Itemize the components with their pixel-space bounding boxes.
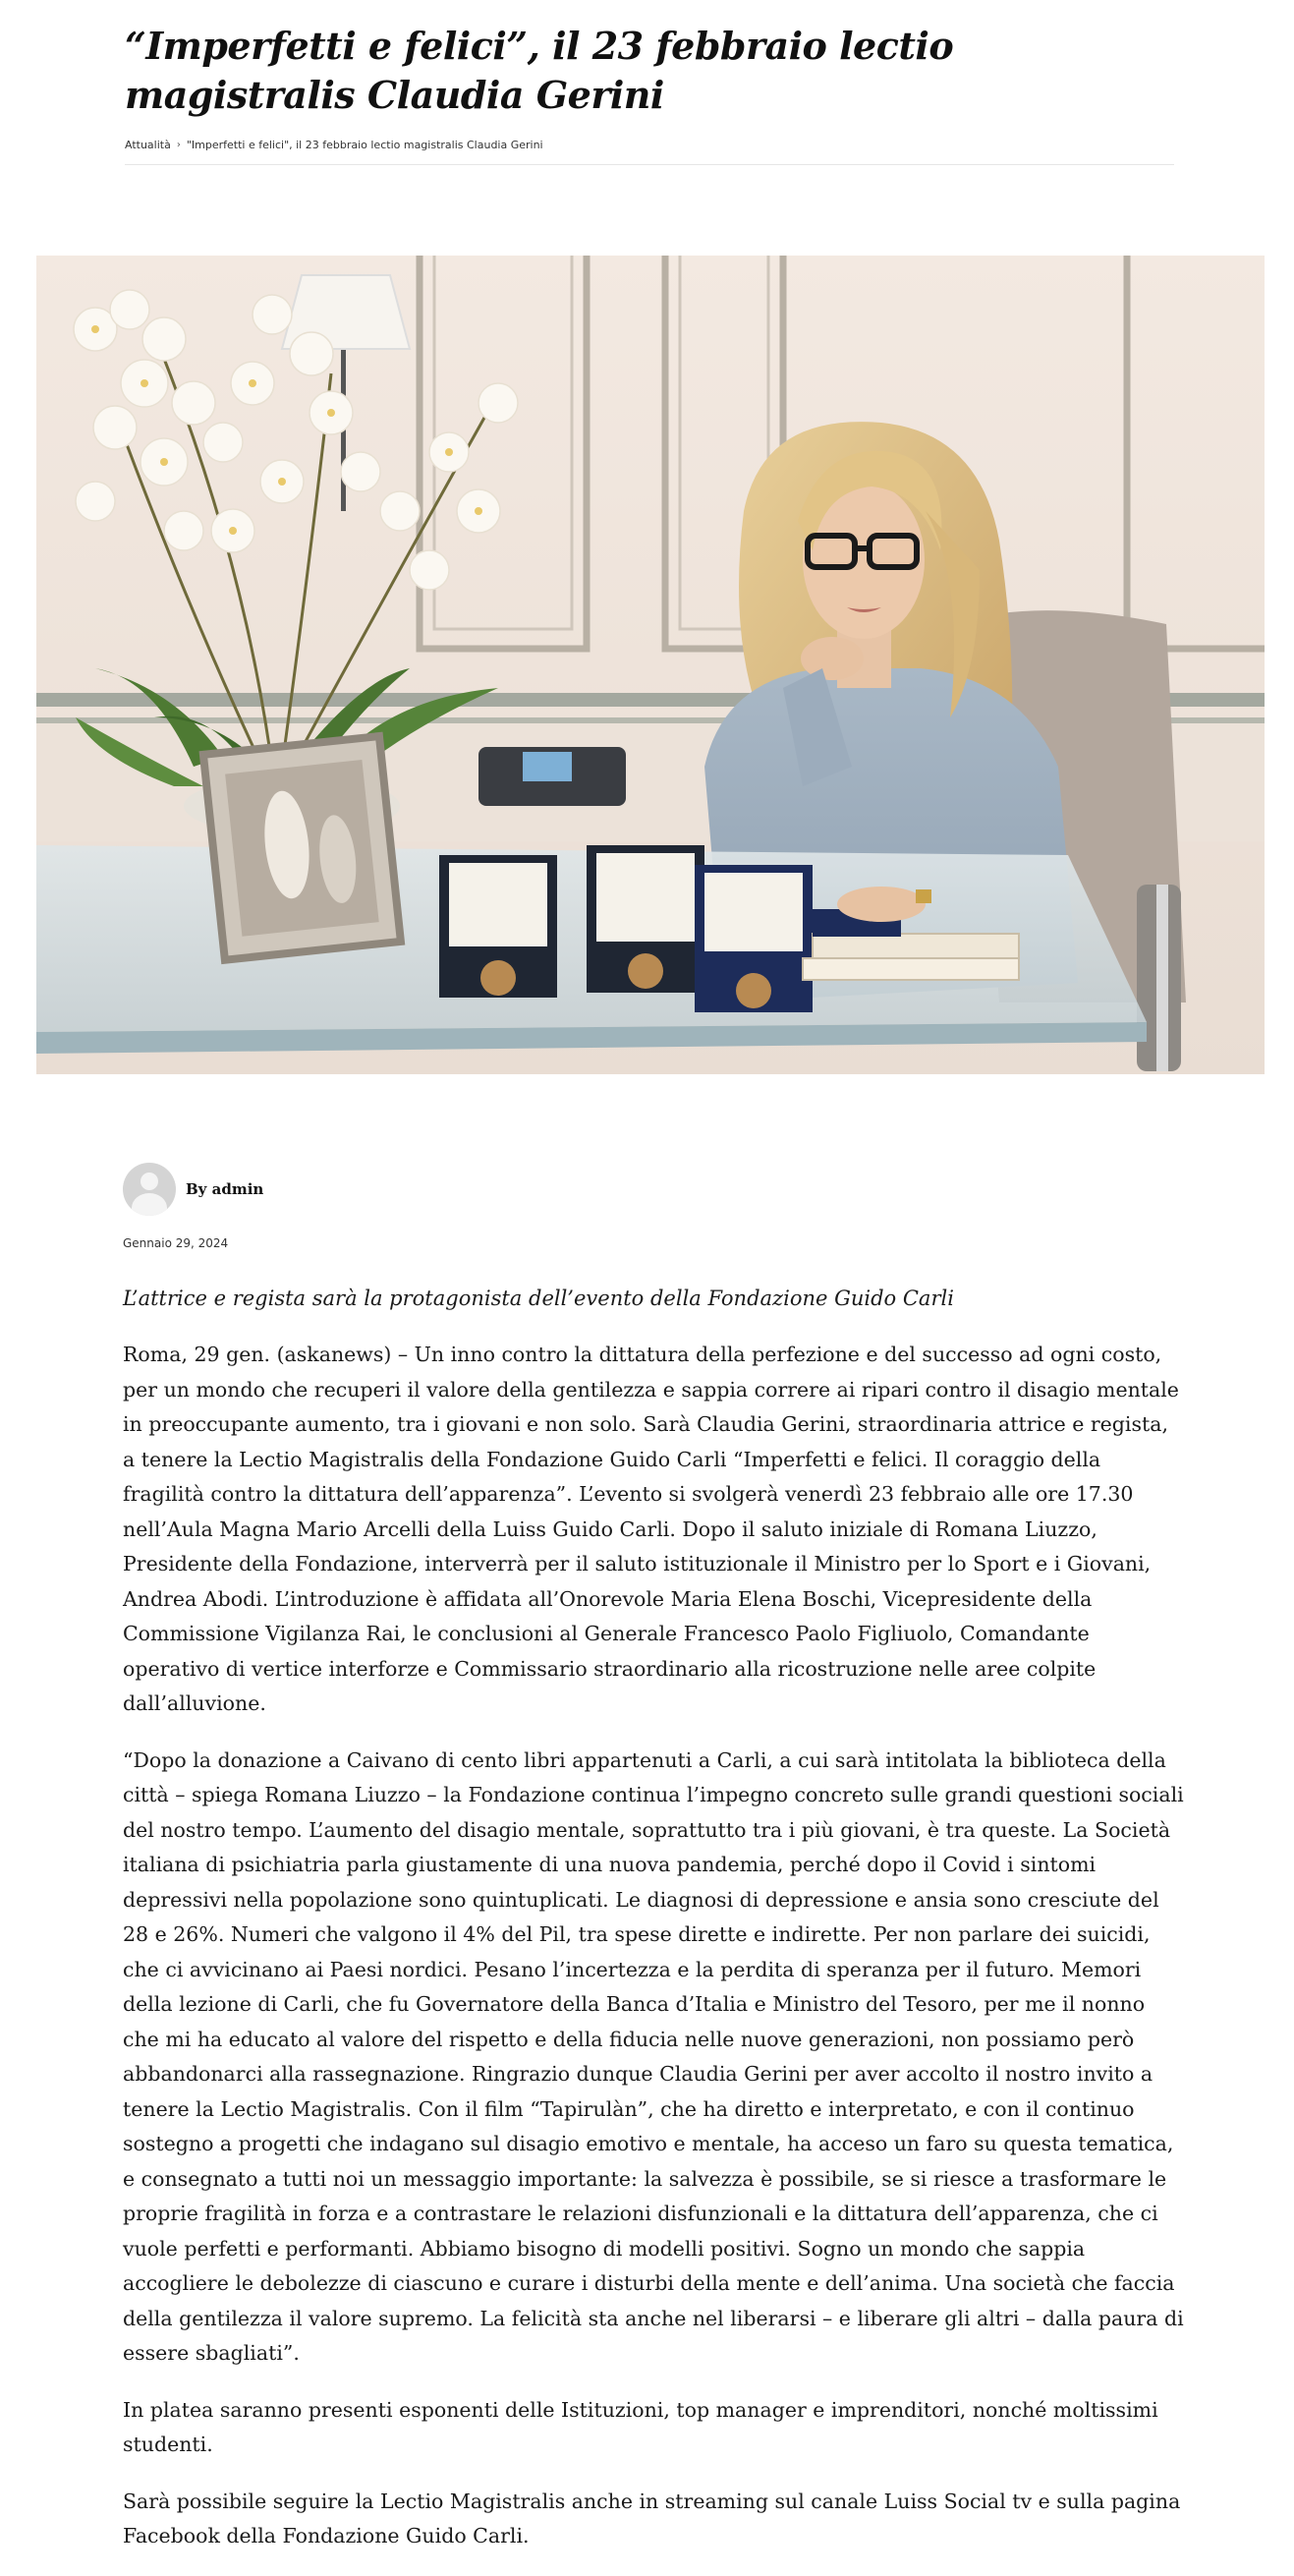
author-byline[interactable]: By admin bbox=[186, 1180, 264, 1198]
article-paragraph: “Dopo la donazione a Caivano di cento libri appartenuti a Carli, a cui sarà intitolata la biblioteca della città – spiega Romana Liuzzo – la Fondazione continua l’impegno concreto sulle grandi questioni sociali del nostro tempo. L’aumento del disagio mentale, soprattutto tra i più giovani, è tra queste. La Società italiana di psichiatria parla giustamente di una nuova pandemia, perché dopo il Covid i sintomi depressivi nella popolazione sono quintuplicati. Le diagnosi di depressione e ansia sono cresciute del 28 e 26%. Numeri che valgono il 4% del Pil, tra spese dirette e indirette. Per non parlare dei suicidi, che ci avvicinano ai Paesi nordici. Pesano l’incertezza e la perdita di speranza per il futuro. Memori della lezione di Carli, che fu Governatore della Banca d’Italia e Ministro del Tesoro, per me il nonno che mi ha educato al valore del rispetto e della fiducia nelle nuove generazioni, non possiamo però abbandonarci alla rassegnazione. Ringrazio dunque Claudia Gerini per aver accolto il nostro invito a tenere la Lectio Magistralis. Con il film “Tapirulàn”, che ha diretto e interpretato, e con il continuo sostegno a progetti che indagano sul disagio emotivo e mentale, ha acceso un faro su questa tematica, e consegnato a tutti noi un messaggio importante: la salvezza è possibile, se si riesce a trasformare le proprie fragilità in forza e a contrastare le relazioni disfunzionali e la dittatura dell’apparenza, che ci vuole perfetti e performanti. Abbiamo bisogno di modelli positivi. Sogno un mondo che sappia accogliere le debolezze di ciascuno e curare i disturbi della mente e dell’anima. Una società che faccia della gentilezza il valore supremo. La felicità sta anche nel liberarsi – e liberare gli altri – dalla paura di essere sbagliati”. bbox=[123, 1747, 1184, 2365]
author-block bbox=[123, 1163, 263, 1216]
hero-image bbox=[36, 256, 1265, 1074]
breadcrumb-separator-icon: › bbox=[176, 140, 181, 150]
avatar-head-icon bbox=[141, 1173, 158, 1190]
page-title: “Imperfetti e felici”, il 23 febbraio lectio magistralis Claudia Gerini bbox=[125, 24, 954, 117]
article-paragraph: Roma, 29 gen. (askanews) – Un inno contro la dittatura della perfezione e del successo ad ogni costo, per un mondo che recuperi il valore della gentilezza e sappia correre ai ripari contro il disagio mentale in preoccupante aumento, tra i giovani e non solo. Sarà Claudia Gerini, straordinaria attrice e regista, a tenere la Lectio Magistralis della Fondazione Guido Carli “Imperfetti e felici. Il coraggio della fragilità contro la dittatura dell’apparenza”. L’evento si svolgerà venerdì 23 febbraio alle ore 17.30 nell’Aula Magna Mario Arcelli della Luiss Guido Carli. Dopo il saluto iniziale di Romana Liuzzo, Presidente della Fondazione, interverrà per il saluto istituzionale il Ministro per lo Sport e i Giovani, Andrea Abodi. L’introduzione è affidata all’Onorevole Maria Elena Boschi, Vicepresidente della Commissione Vigilanza Rai, le conclusioni al Generale Francesco Paolo Figliuolo, Comandante operativo di vertice interforze e Commissario straordinario alla ricostruzione nelle aree colpite dall’alluvione. bbox=[123, 1343, 1179, 1715]
header-divider bbox=[125, 164, 1174, 165]
post-date: Gennaio 29, 2024 bbox=[123, 1236, 229, 1250]
breadcrumb bbox=[125, 139, 543, 151]
breadcrumb-current: "Imperfetti e felici", il 23 febbraio lectio magistralis Claudia Gerini bbox=[186, 139, 543, 151]
article-lead: L’attrice e regista sarà la protagonista dell’evento della Fondazione Guido Carli bbox=[123, 1287, 954, 1310]
hero-photo-icon bbox=[36, 256, 1265, 1074]
article-paragraph: In platea saranno presenti esponenti delle Istituzioni, top manager e imprenditori, nonché moltissimi studenti. bbox=[123, 2397, 1158, 2456]
article-body bbox=[123, 1281, 1184, 2576]
avatar[interactable] bbox=[123, 1163, 176, 1216]
breadcrumb-category-link[interactable]: Attualità bbox=[125, 139, 171, 151]
avatar-shoulders-icon bbox=[132, 1193, 167, 1216]
article-paragraph: Sarà possibile seguire la Lectio Magistralis anche in streaming sul canale Luiss Social tv e sulla pagina Facebook della Fondazione Guido Carli. bbox=[123, 2489, 1181, 2547]
